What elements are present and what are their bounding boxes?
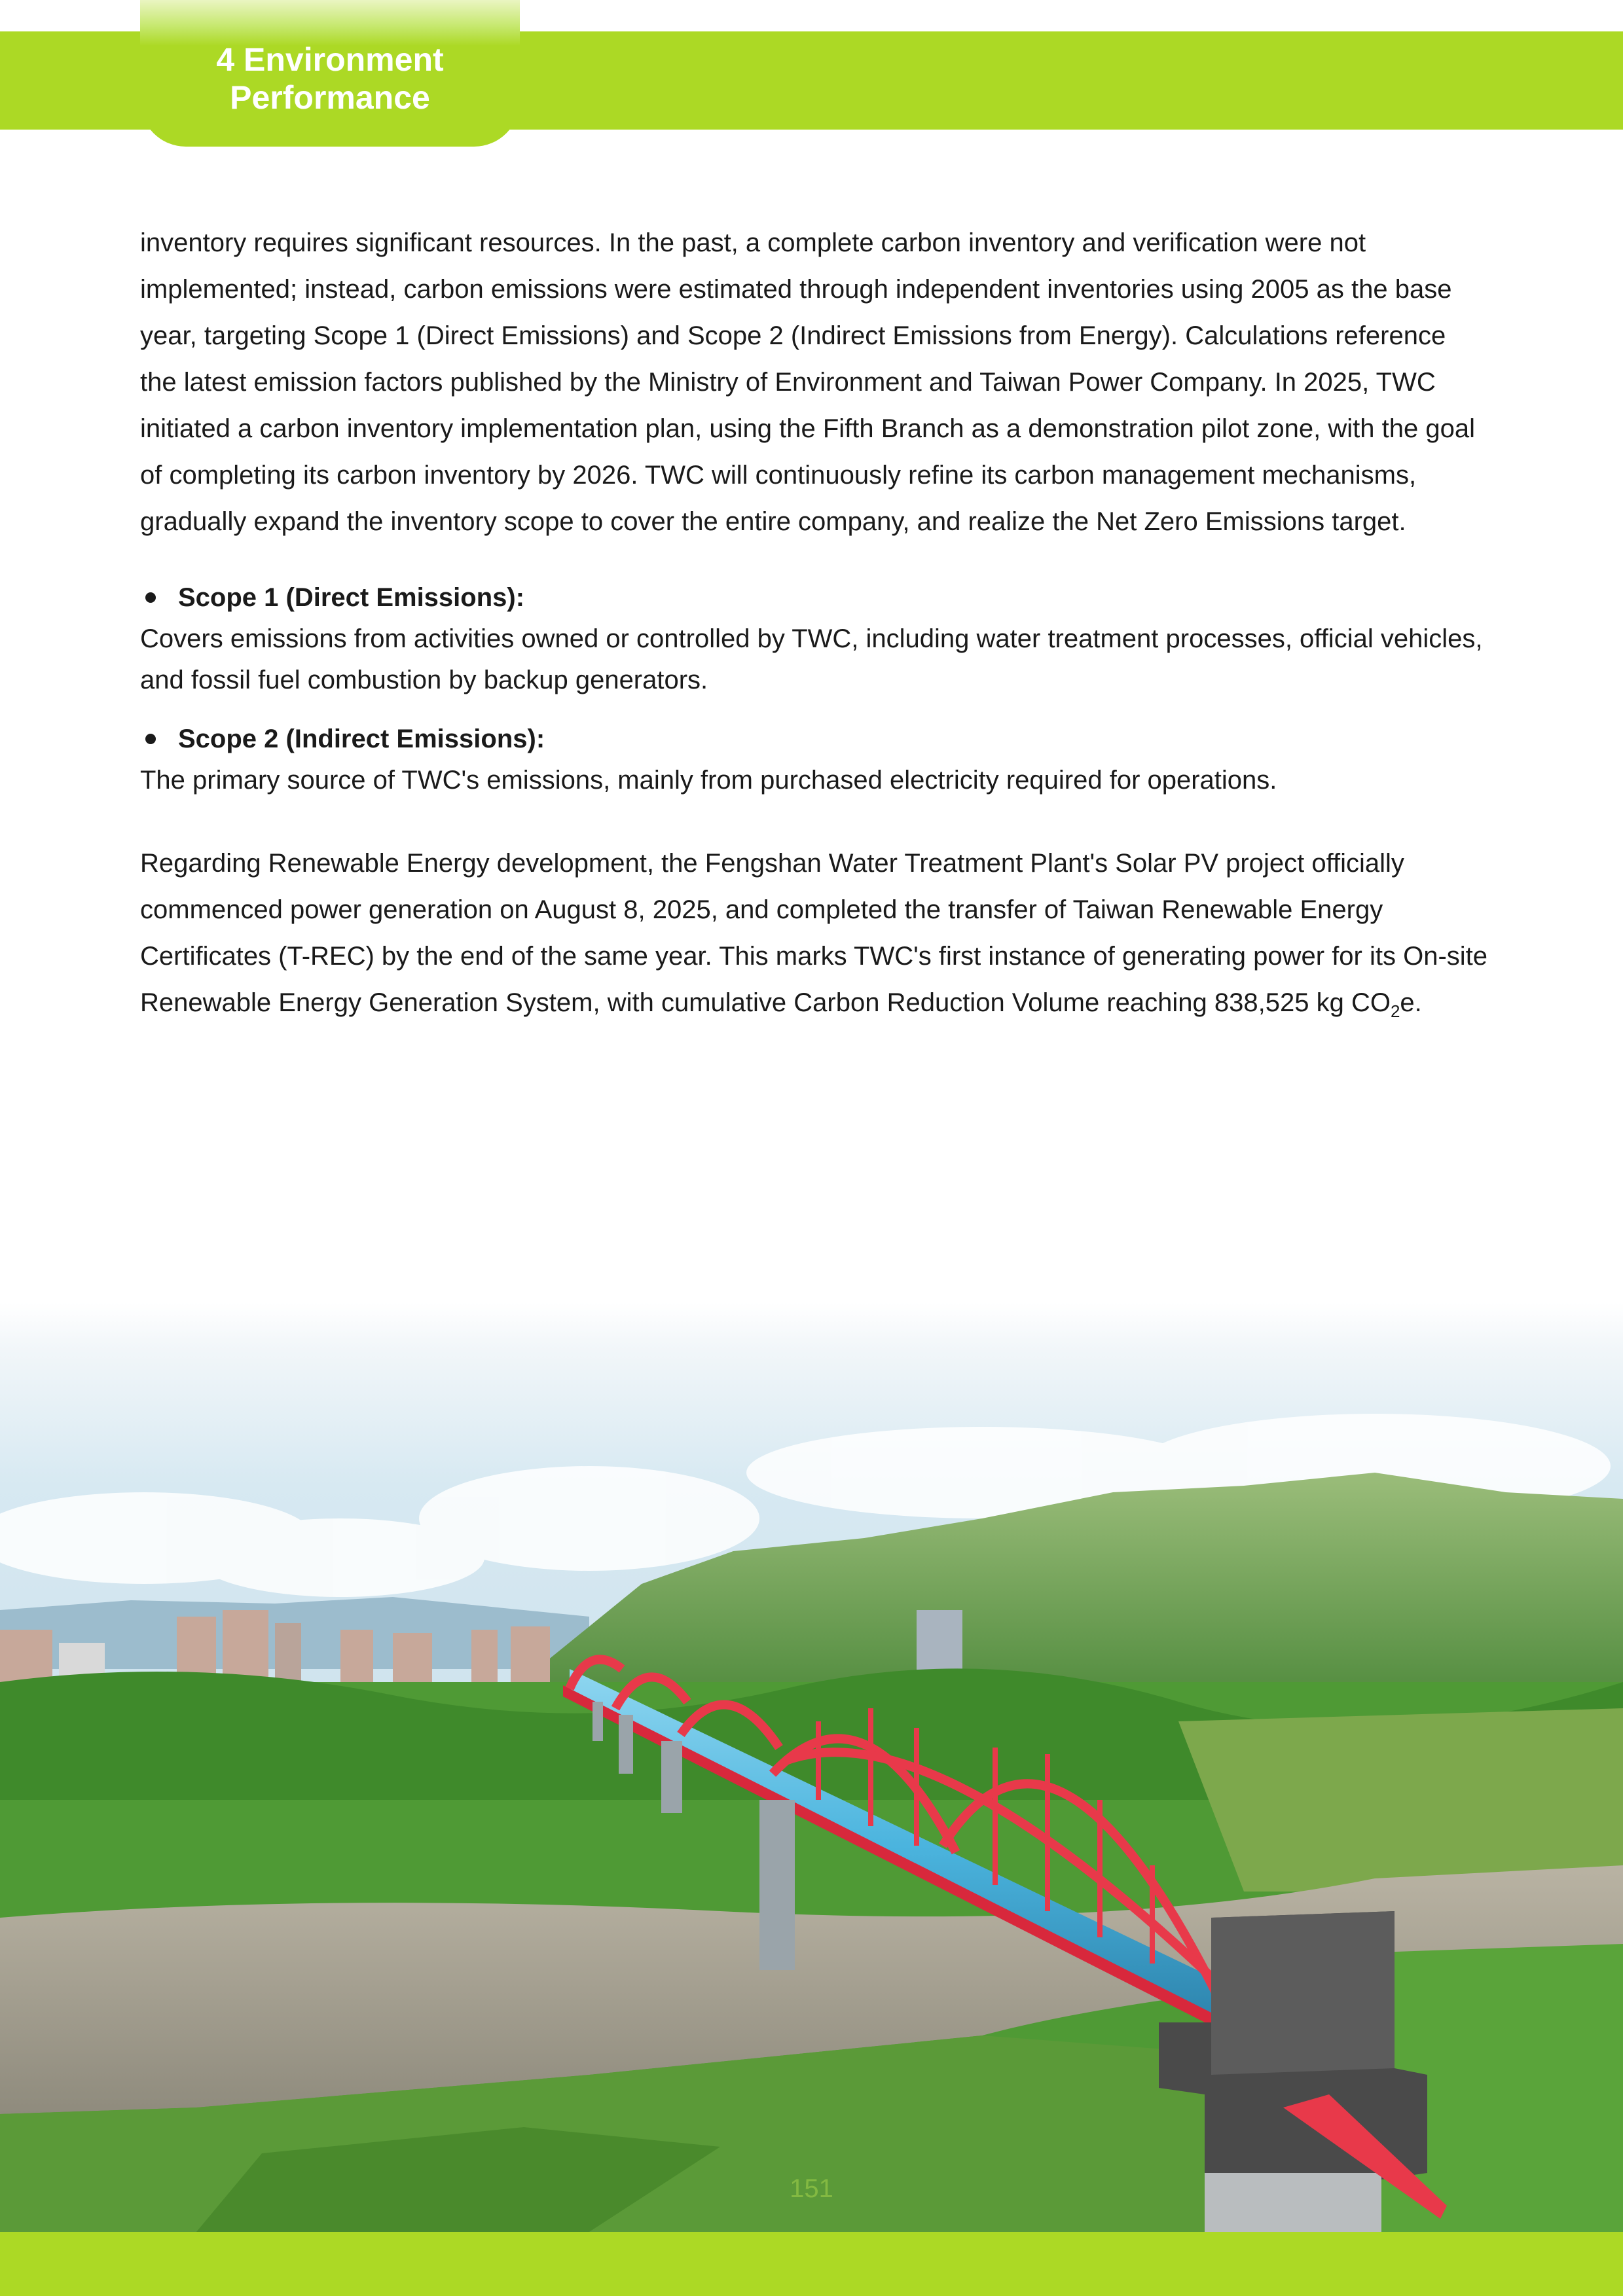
scope-2-description: The primary source of TWC's emissions, mainly from purchased electricity required for operations. [140, 766, 1277, 795]
intro-paragraph: inventory requires significant resources. In the past, a complete carbon inventory and verification were not implemented; instead, carbon emissions were estimated through independent inventories using 2005 as the base year, targeting Scope 1 (Direct Emissions) and Scope 2 (Indirect Emissions from Energy). Calculations reference the latest emission factors published by the Ministry of Environment and Taiwan Power Company. In 2025, TWC initiated a carbon inventory implementation plan, using the Fifth Branch as a demonstration pilot zone, with the goal of completing its carbon inventory by 2026. TWC will continuously refine its carbon management mechanisms, gradually expand the inventory scope to cover the entire company, and realize the Net Zero Emissions target. [140, 228, 1475, 536]
chapter-title [140, 41, 520, 117]
scope-1-title-text: Scope 1 (Direct Emissions): [178, 583, 525, 612]
renewable-text: Regarding Renewable Energy development, the Fengshan Water Treatment Plant's Solar PV project officially commenced power generation on August 8, 2025, and completed the transfer of Taiwan Renewable Energy Certificates (T-REC) by the end of the same year. This marks TWC's first instance of generating power for its On-site Renewable Energy Generation System, with cumulative Carbon Reduction Volume reaching 838,525 kg CO [140, 849, 1488, 1017]
renewable-paragraph [140, 840, 1489, 1035]
scope-item [140, 718, 1489, 801]
main-content [140, 220, 1489, 1035]
scope-list [140, 577, 1489, 801]
bridge-landscape-photo [0, 1302, 1623, 2232]
chapter-title-line1: 4 Environment [216, 41, 444, 78]
scope-2-title [140, 718, 1489, 760]
scope-item [140, 577, 1489, 701]
co2-subscript: 2 [1390, 1001, 1400, 1021]
chapter-title-line2: Performance [230, 79, 430, 116]
bullet-icon [145, 734, 156, 744]
scope-1-title [140, 577, 1489, 619]
scope-1-description: Covers emissions from activities owned or controlled by TWC, including water treatment processes, official vehicles, and fossil fuel combustion by backup generators. [140, 624, 1483, 694]
page-number: 151 [790, 2174, 833, 2203]
renewable-suffix: e. [1400, 988, 1422, 1017]
bullet-icon [145, 592, 156, 603]
scope-2-title-text: Scope 2 (Indirect Emissions): [178, 725, 545, 753]
footer-bar [0, 2232, 1623, 2296]
